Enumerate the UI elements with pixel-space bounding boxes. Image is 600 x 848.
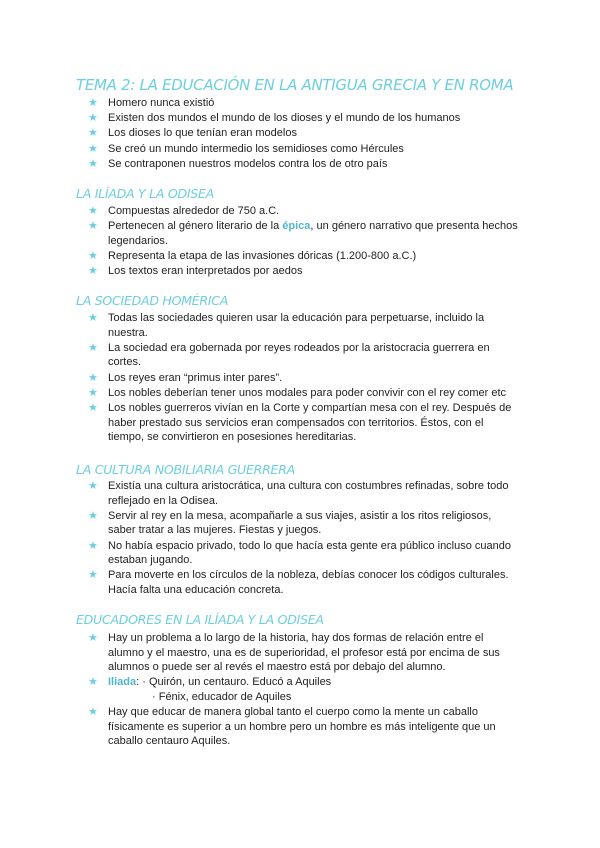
list-item: ★ Para moverte en los círculos de la nobleza, debías conocer los códigos culturales. Hacía falta una educación concreta. [88,569,509,596]
list-item: ★ Iliada: · Quirón, un centauro. Educó a Aquiles · Fénix, educador de Aquiles [88,676,332,703]
highlight-epica: épica [282,220,311,233]
intro-list [88,96,518,172]
star-bullet-icon: ★ [88,312,98,324]
star-bullet-icon: ★ [88,265,98,278]
list-item: ★ Hay que educar de manera global tanto el cuerpo como la mente un caballo físicamente es superior a un hombre pero un hombre es más inteligente que un caballo centauro Aquiles. [88,706,496,748]
section-heading-homerica: LA SOCIEDAD HOMÉRICA [76,293,229,308]
star-bullet-icon: ★ [88,249,98,262]
list-item: ★ Servir al rey en la mesa, acompañarle a sus viajes, asistir a los ritos religiosos, saber tratar a las mujeres. Fiestas y juegos. [88,509,492,537]
list-item: ★ Compuestas alrededor de 750 a.C. [88,205,280,217]
list-item: ★ Existía una cultura aristocrática, una cultura con costumbres refinadas, sobre todo reflejado en la Odisea. [88,480,509,507]
list-item: ★ Los nobles deberían tener unos modales para poder convivir con el rey comer etc [88,386,507,399]
list-item: ★ No había espacio privado, todo lo que hacía esta gente era público incluso cuando estaban jugando. [88,539,512,567]
star-bullet-icon: ★ [88,205,98,217]
list-item: ★ Homero nunca existió [88,97,215,109]
section-heading-iliada: LA ILÍADA Y LA ODISEA [76,186,214,201]
educadores-list [88,631,518,750]
star-bullet-icon: ★ [88,539,98,552]
page-title: TEMA 2: LA EDUCACIÓN EN LA ANTIGUA GRECIA Y EN ROMA [76,76,514,94]
star-bullet-icon: ★ [88,401,98,414]
star-bullet-icon: ★ [88,220,98,233]
star-bullet-icon: ★ [88,142,98,155]
star-bullet-icon: ★ [88,569,98,582]
star-bullet-icon: ★ [88,97,98,109]
section-heading-nobiliaria: LA CULTURA NOBILIARIA GUERRERA [76,462,295,477]
list-item: ★ Se contraponen nuestros modelos contra los de otro país [88,157,388,170]
star-bullet-icon: ★ [88,480,98,492]
section-heading-educadores: EDUCADORES EN LA ILÍADA Y LA ODISEA [76,612,324,627]
star-bullet-icon: ★ [88,112,98,125]
list-item: ★ Los dioses lo que tenían eran modelos [88,127,297,140]
list-item: ★ Los reyes eran “primus inter pares”. [88,371,283,384]
star-bullet-icon: ★ [88,706,98,719]
star-bullet-icon: ★ [88,386,98,399]
iliada-list [88,204,518,279]
star-bullet-icon: ★ [88,127,98,140]
list-item: ★ Hay un problema a lo largo de la historia, hay dos formas de relación entre el alumno y el maestro, una es de superioridad, el profesor está por encima de sus alumnos o puede ser al revés el maestro está por debajo del alumno. [88,632,500,674]
star-bullet-icon: ★ [88,632,98,644]
list-item: ★ Existen dos mundos el mundo de los dioses y el mundo de los humanos [88,112,461,125]
list-item: ★ Se creó un mundo intermedio los semidioses como Hércules [88,142,404,155]
list-item: ★ Todas las sociedades quieren usar la educación para perpetuarse, incluido la nuestra. [88,312,485,339]
list-item: ★ Representa la etapa de las invasiones dóricas (1.200-800 a.C.) [88,249,417,262]
star-bullet-icon: ★ [88,157,98,170]
star-bullet-icon: ★ [88,341,98,354]
star-bullet-icon: ★ [88,676,98,689]
list-item: ★ Los nobles guerreros vivían en la Corte y compartían mesa con el rey. Después de haber prestado sus servicios eran compensados con territorios. Éstos, con el tiempo, se convirtieron en posesiones hereditarias. [88,401,512,444]
highlight-iliada: Iliada [108,676,137,689]
homerica-list [88,311,518,445]
list-item: ★ Los textos eran interpretados por aedos [88,265,303,278]
list-item: ★ La sociedad era gobernada por reyes rodeados por la aristocracia guerrera en cortes. [88,341,490,369]
list-item: ★ Pertenecen al género literario de la épica, un género narrativo que presenta hechos legendarios. [88,220,518,247]
star-bullet-icon: ★ [88,371,98,384]
star-bullet-icon: ★ [88,509,98,522]
nobiliaria-list [88,479,518,598]
